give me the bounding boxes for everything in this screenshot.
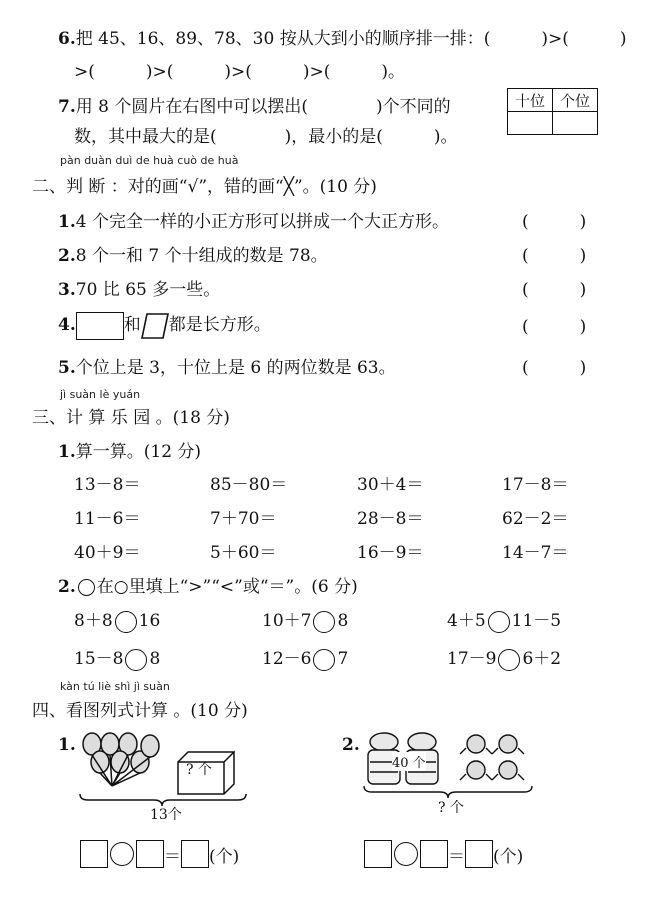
judge-item-2 [58, 241, 328, 266]
problem-1-number: 1. [58, 735, 76, 755]
question-number: 7. [58, 97, 76, 117]
subsection-number: 2. [58, 577, 76, 597]
judge-item-1 [58, 207, 449, 232]
compare-item [447, 644, 561, 671]
compare-item [447, 606, 561, 633]
item-text: 70 比 65 多一些。 [75, 280, 221, 300]
problem-2-total: ? 个 [438, 800, 464, 816]
unit-label: (个) [493, 846, 524, 867]
answer-box[interactable] [80, 840, 108, 868]
problem-1-total: 13个 [150, 807, 182, 823]
question-7-line2 [74, 122, 458, 147]
problem-1-equation [80, 840, 239, 868]
calc-cell[interactable]: 13－8＝ [74, 475, 141, 495]
answer-box[interactable] [465, 840, 493, 868]
question-text: 数，其中最大的是( )，最小的是( )。 [74, 127, 458, 147]
calc-cell[interactable]: 11－6＝ [74, 509, 141, 529]
compare-circle[interactable] [115, 611, 137, 633]
answer-box[interactable] [364, 840, 392, 868]
question-7 [58, 92, 451, 117]
compare-item [74, 644, 160, 671]
section-2-pinyin: pàn duàn duì de huà cuò de huà [60, 154, 239, 167]
parallelogram-shape [141, 312, 169, 340]
subsection-calc [58, 437, 201, 462]
compare-circle[interactable] [125, 649, 147, 671]
question-text: >( )>( )>( )>( )。 [74, 62, 406, 82]
section-3-pinyin: jì suàn lè yuán [60, 388, 141, 401]
box-question-label: ? 个 [186, 762, 212, 778]
compare-circle[interactable] [488, 611, 510, 633]
candy-bags-illustration [360, 728, 540, 808]
section-4-title: 四、看图列式计算 。(10 分) [32, 701, 248, 721]
item-text: 个位上是 3，十位上是 6 的两位数是 63。 [75, 358, 396, 378]
compare-right: 8 [149, 649, 161, 669]
compare-right: 8 [337, 611, 349, 631]
item-text: 8 个一和 7 个十组成的数是 78。 [75, 246, 328, 266]
item-text: 都是长方形。 [168, 315, 271, 335]
circle-inline-icon [78, 579, 95, 596]
equals-sign: ＝ [448, 846, 465, 867]
compare-item [262, 606, 348, 633]
subsection-title: 算一算。(12 分) [75, 442, 202, 462]
tens-cell[interactable] [508, 112, 553, 135]
problem-2-number: 2. [342, 735, 360, 755]
unit-label: (个) [209, 846, 240, 867]
compare-right: 6＋2 [522, 649, 562, 669]
compare-right: 16 [138, 611, 161, 631]
calc-cell[interactable]: 62－2＝ [502, 509, 569, 529]
item-number: 1. [58, 212, 76, 232]
tens-header: 十位 [508, 89, 553, 112]
question-number: 6. [58, 29, 76, 49]
answer-box[interactable] [181, 840, 209, 868]
compare-left: 15－8 [74, 649, 124, 669]
compare-left: 17－9 [447, 649, 497, 669]
answer-bracket-2[interactable]: ( ) [522, 246, 587, 266]
bag-count-label: 40 个 [392, 752, 426, 771]
question-6-line2 [74, 57, 405, 82]
compare-left: 10＋7 [262, 611, 312, 631]
answer-bracket-5[interactable]: ( ) [522, 358, 587, 378]
calc-cell[interactable]: 14－7＝ [502, 543, 569, 563]
compare-right: 11－5 [511, 611, 562, 631]
operator-circle[interactable] [394, 842, 418, 866]
compare-left: 12－6 [262, 649, 312, 669]
calc-cell[interactable]: 30＋4＝ [357, 475, 424, 495]
rectangle-shape [76, 312, 124, 340]
section-2-title: 二、判 断 ：对的画“√”，错的画“╳”。(10 分) [32, 177, 377, 197]
section-4-pinyin: kàn tú liè shì jì suàn [60, 680, 170, 693]
compare-item [262, 644, 348, 671]
compare-left: 8＋8 [74, 611, 113, 631]
compare-item [74, 606, 160, 633]
calc-cell[interactable]: 28－8＝ [357, 509, 424, 529]
place-value-table [507, 88, 598, 135]
question-6 [58, 24, 627, 49]
calc-cell[interactable]: 5＋60＝ [210, 543, 277, 563]
answer-box[interactable] [420, 840, 448, 868]
question-text: 把 45、16、89、78、30 按从大到小的顺序排一排：( )>( ) [75, 29, 627, 49]
subsection-title: 在○里填上“>”“<”或“＝”。(6 分) [96, 577, 358, 597]
question-text: 用 8 个圆片在右图中可以摆出( )个不同的 [75, 97, 451, 117]
compare-circle[interactable] [498, 649, 520, 671]
ones-header: 个位 [553, 89, 598, 112]
item-number: 5. [58, 358, 76, 378]
item-text: 和 [123, 315, 141, 335]
equals-sign: ＝ [164, 846, 181, 867]
subsection-number: 1. [58, 442, 76, 462]
calc-cell[interactable]: 17－8＝ [502, 475, 569, 495]
judge-item-5 [58, 353, 396, 378]
item-number: 4. [58, 315, 76, 335]
answer-bracket-1[interactable]: ( ) [522, 212, 587, 232]
compare-left: 4＋5 [447, 611, 486, 631]
calc-cell[interactable]: 40＋9＝ [74, 543, 141, 563]
item-text: 4 个完全一样的小正方形可以拼成一个大正方形。 [75, 212, 449, 232]
compare-circle[interactable] [313, 611, 335, 633]
subsection-compare [58, 572, 358, 597]
calc-cell[interactable]: 16－9＝ [357, 543, 424, 563]
ones-cell[interactable] [553, 112, 598, 135]
item-number: 2. [58, 246, 76, 266]
problem-2-equation [364, 840, 523, 868]
compare-right: 7 [337, 649, 349, 669]
answer-box[interactable] [136, 840, 164, 868]
answer-bracket-4[interactable]: ( ) [522, 317, 587, 337]
judge-item-4 [58, 310, 271, 340]
item-number: 3. [58, 280, 76, 300]
judge-item-3 [58, 275, 220, 300]
compare-circle[interactable] [313, 649, 335, 671]
calc-cell[interactable]: 85－80＝ [210, 475, 288, 495]
section-3-title: 三、计 算 乐 园 。(18 分) [32, 408, 230, 428]
operator-circle[interactable] [110, 842, 134, 866]
answer-bracket-3[interactable]: ( ) [522, 280, 587, 300]
calc-cell[interactable]: 7＋70＝ [210, 509, 277, 529]
